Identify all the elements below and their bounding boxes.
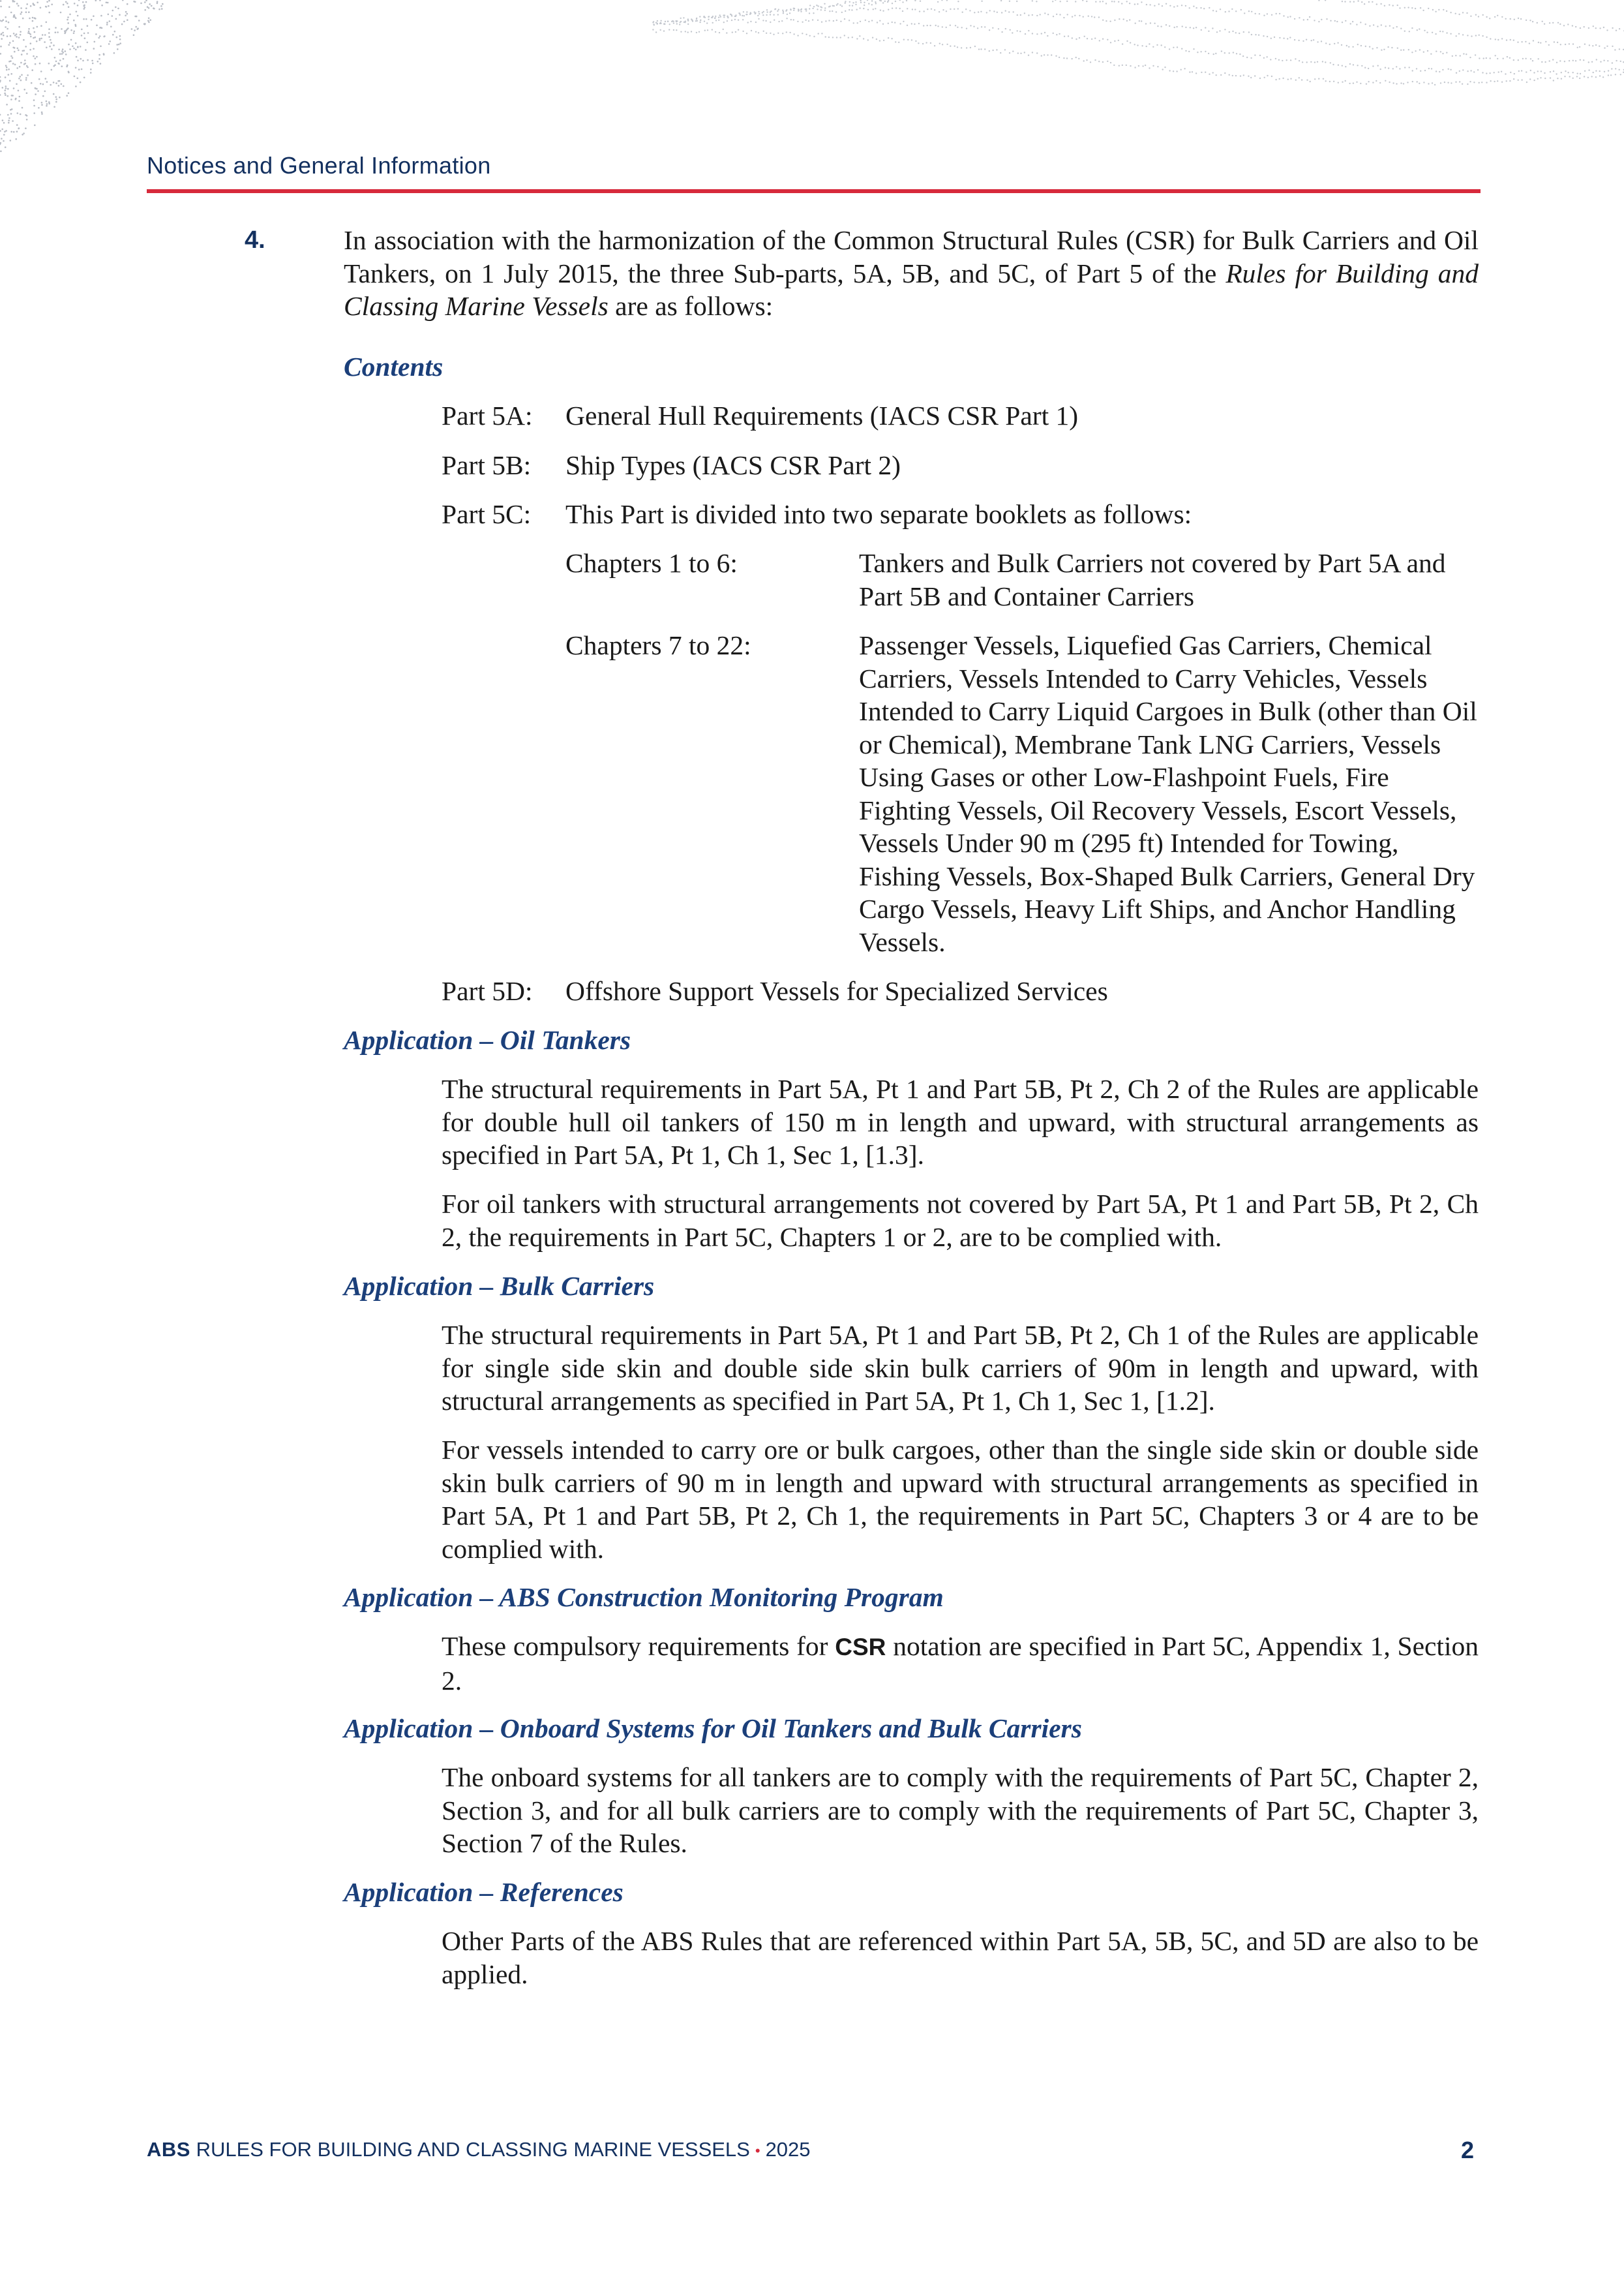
csr-notation: CSR [835,1634,886,1660]
part-description: General Hull Requirements (IACS CSR Part 1) [565,401,1079,431]
decorative-dot-pattern [0,0,1624,170]
bulk-carriers-paragraph-1: The structural requirements in Part 5A, Pt 1 and Part 5B, Pt 2, Ch 1 of the Rules are applicable for single side skin and double side skin bulk carriers of 90m in length and upward, with structural arrangements as specified in Part 5A, Pt 1, Ch 1, Sec 1, [1.2]. [442,1320,1479,1416]
oil-tankers-heading: Application – Oil Tankers [344,1025,631,1055]
part-code: Part 5B: [442,450,532,480]
item-4-text-end: are as follows: [608,291,774,321]
page-footer [147,2138,811,2161]
footer-year: 2025 [765,2138,811,2161]
running-header-title: Notices and General Information [147,152,491,179]
rules-title-italic: Rules for Building and Classing Marine Vessels [344,258,1479,321]
oil-tankers-paragraph-2: For oil tankers with structural arrangements not covered by Part 5A, Pt 1 and Part 5B, Pt 2, Ch 2, the requirements in Part 5C, Chapters 1 or 2, are to be complied with. [442,1189,1479,1252]
part-description: Ship Types (IACS CSR Part 2) [565,450,901,480]
item-4-paragraph [344,224,1479,323]
footer-title: RULES FOR BUILDING AND CLASSING MARINE VESSELS [196,2138,750,2161]
chapter-description: Tankers and Bulk Carriers not covered by Part 5A and Part 5B and Container Carriers [859,548,1446,611]
bulk-carriers-heading: Application – Bulk Carriers [344,1271,655,1301]
chapter-label: Chapters 7 to 22: [565,630,751,660]
item-number: 4. [245,226,265,254]
onboard-systems-heading: Application – Onboard Systems for Oil Tankers and Bulk Carriers [344,1713,1082,1743]
cm-text-start: These compulsory requirements for [442,1631,835,1661]
chapter-description: Passenger Vessels, Liquefied Gas Carriers, Chemical Carriers, Vessels Intended to Carry Vehicles, Vessels Intended to Carry Liquid Cargoes in Bulk (other than Oil or Chemical), Membrane Tank LNG Carriers, Vessels Using Gases or other Low-Flashpoint Fuels, Fire Fighting Vessels, Oil Recovery Vessels, Escort Vessels, Vessels Under 90 m (295 ft) Intended for Towing, Fishing Vessels, Box-Shaped Bulk Carriers, General Dry Cargo Vessels, Heavy Lift Ships, and Anchor Handling Vessels. [859,630,1477,957]
chapter-label: Chapters 1 to 6: [565,548,738,578]
oil-tankers-paragraph-1: The structural requirements in Part 5A, Pt 1 and Part 5B, Pt 2, Ch 2 of the Rules are applicable for double hull oil tankers of 150 m in length and upward, with structural arrangements as specified in Part 5A, Pt 1, Ch 1, Sec 1, [1.3]. [442,1074,1479,1170]
part-code: Part 5C: [442,499,532,529]
bulk-carriers-paragraph-2: For vessels intended to carry ore or bulk cargoes, other than the single side skin or double side skin bulk carriers of 90 m in length and upward with structural arrangements as specified in Part 5A, Pt 1 and Part 5B, Pt 2, Ch 1, the requirements in Part 5C, Chapters 3 or 4 are to be complied with. [442,1435,1479,1564]
part-code: Part 5A: [442,401,533,431]
page-number: 2 [1461,2137,1475,2163]
header-rule [147,189,1481,193]
part-code: Part 5D: [442,976,533,1006]
onboard-systems-paragraph: The onboard systems for all tankers are to comply with the requirements of Part 5C, Chapter 2, Section 3, and for all bulk carriers are to comply with the requirements of Part 5C, Chapter 3, Section 7 of the Rules. [442,1762,1479,1858]
contents-heading: Contents [344,352,444,382]
footer-bullet: • [755,2142,760,2159]
item-4-text-start: In association with the harmonization of the Common Structural Rules (CSR) for Bulk Carriers and Oil Tankers, on 1 July 2015, the three Sub-parts, 5A, 5B, and 5C, of Part 5 of the [344,225,1479,288]
abs-logo-text: ABS [147,2138,190,2161]
construction-monitoring-paragraph [442,1630,1479,1697]
references-paragraph: Other Parts of the ABS Rules that are referenced within Part 5A, 5B, 5C, and 5D are also to be applied. [442,1926,1479,1989]
construction-monitoring-heading: Application – ABS Construction Monitoring Program [344,1582,944,1612]
cm-text-end: notation are specified in Part 5C, Appendix 1, Section 2. [442,1631,1479,1696]
references-heading: Application – References [344,1877,624,1907]
part-description: This Part is divided into two separate booklets as follows: [565,499,1192,529]
part-description: Offshore Support Vessels for Specialized Services [565,976,1108,1006]
